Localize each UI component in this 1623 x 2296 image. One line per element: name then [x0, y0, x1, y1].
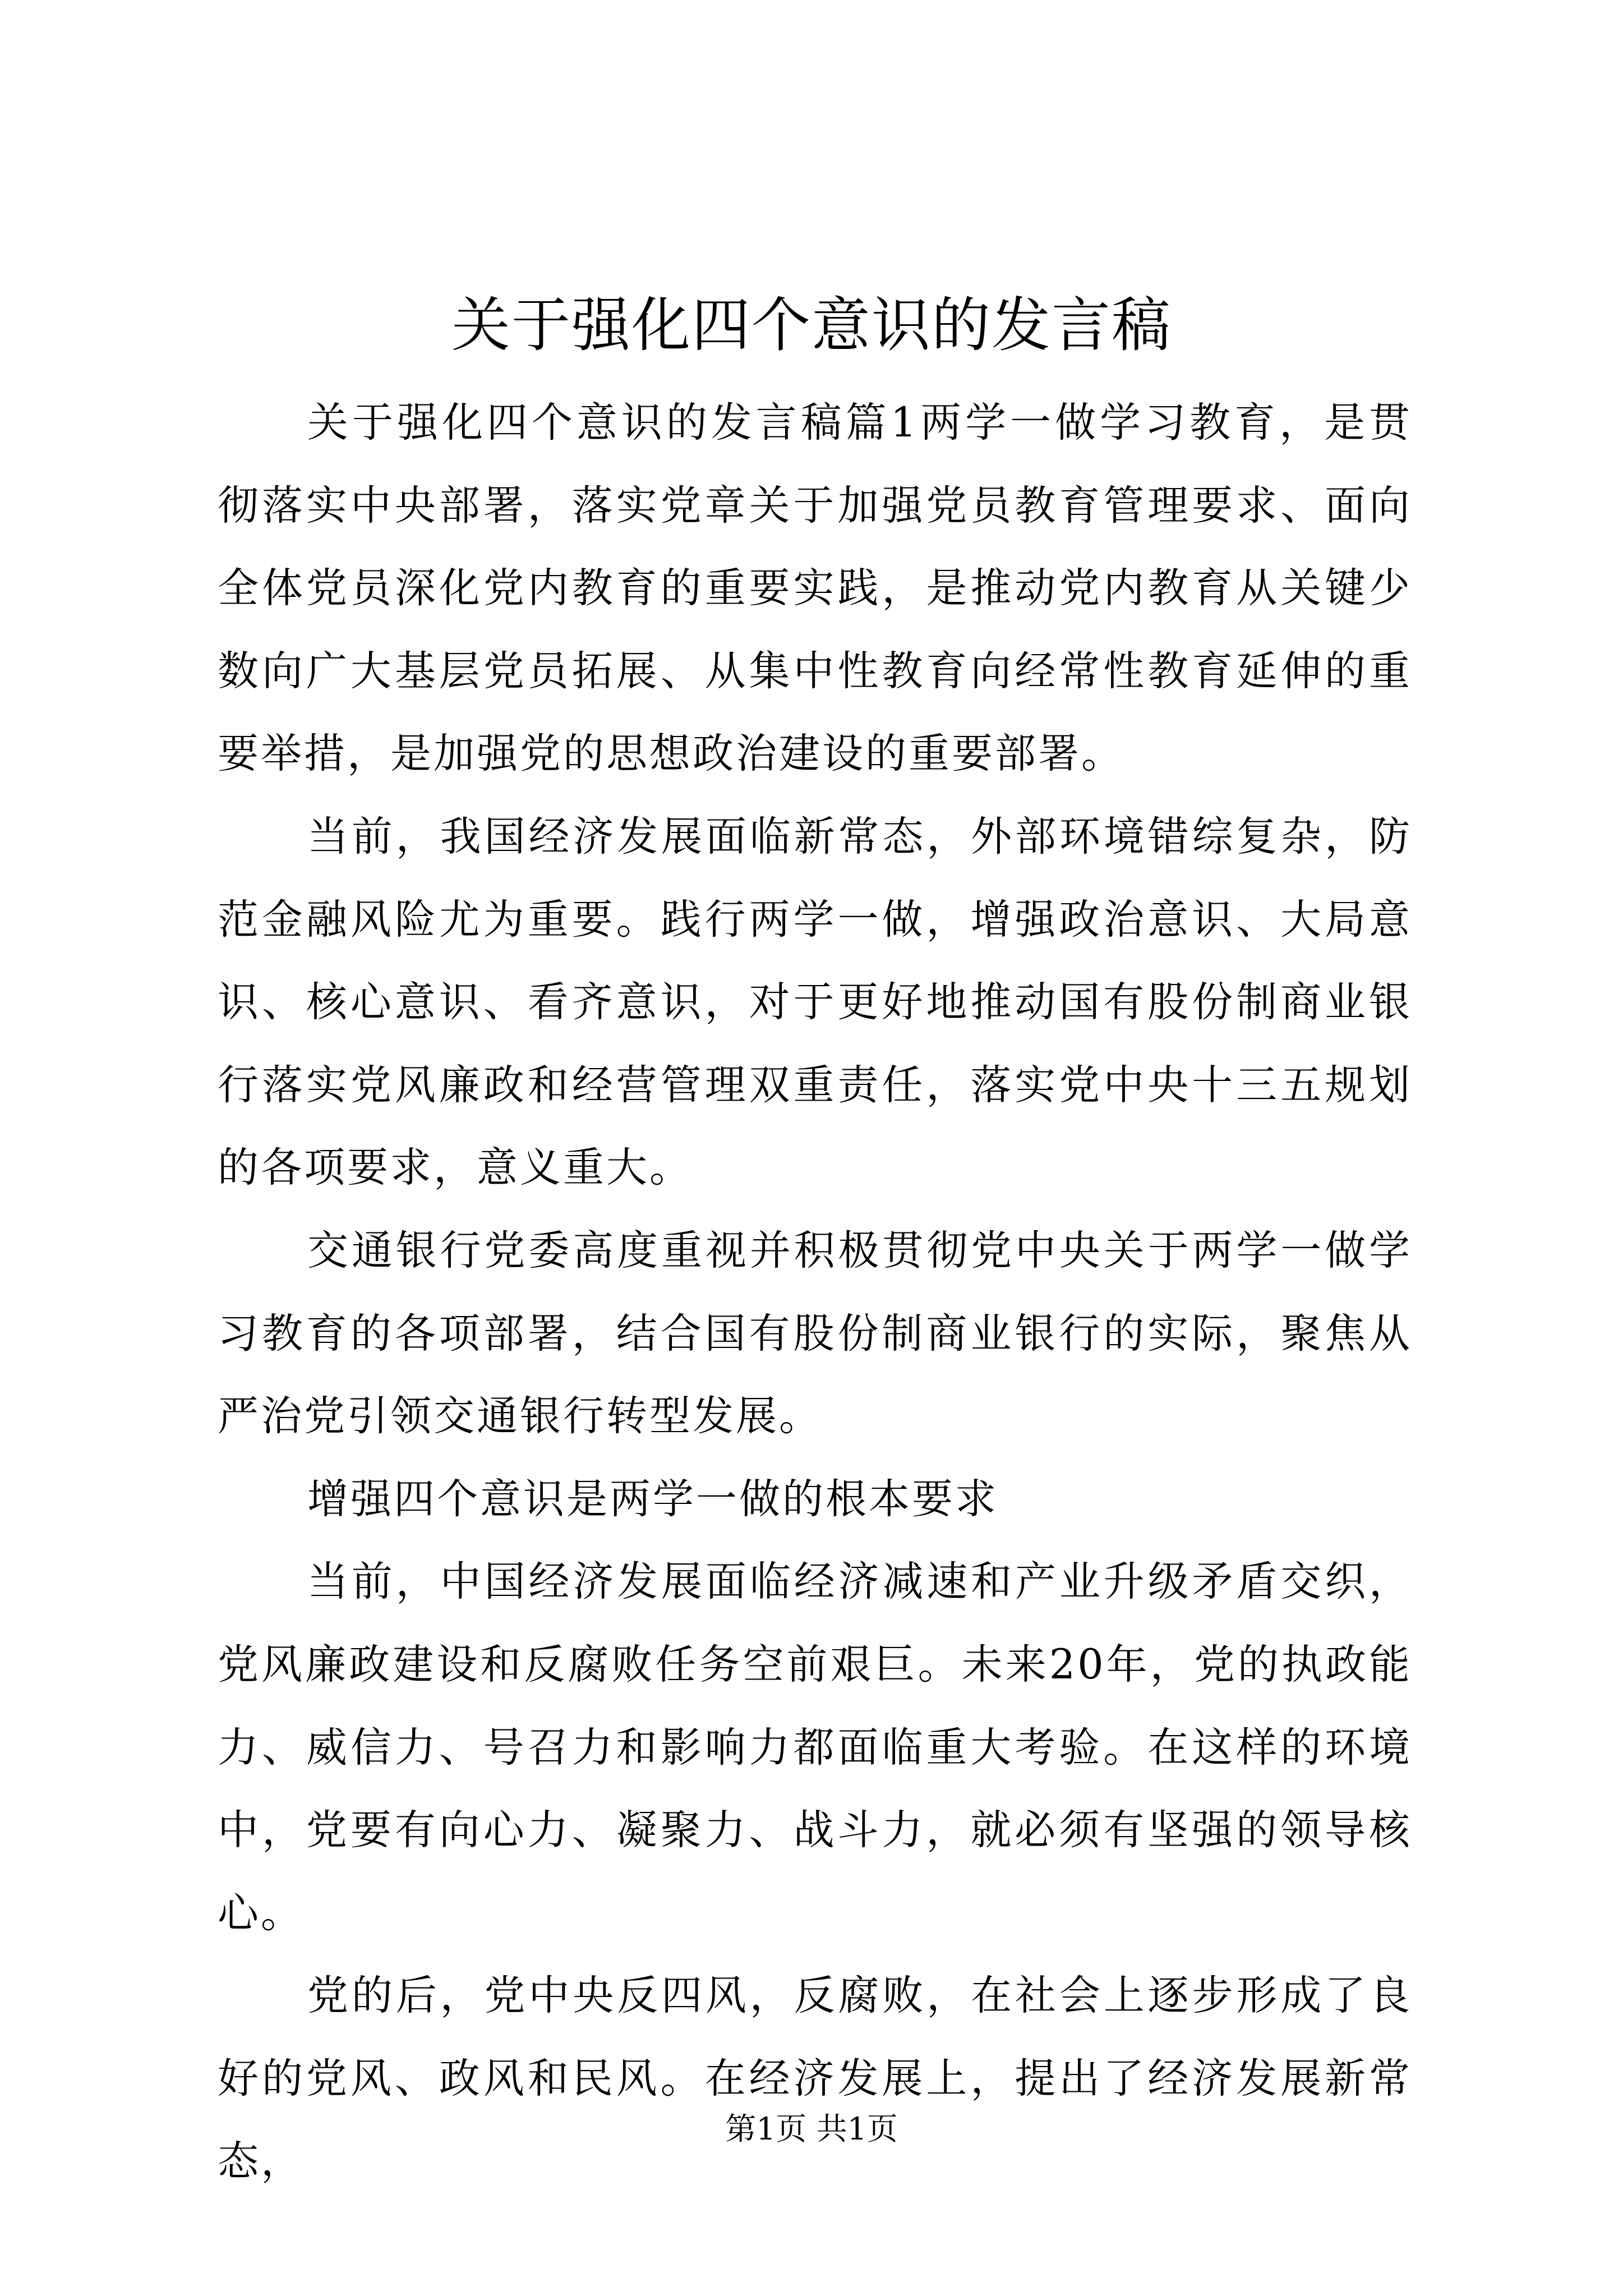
document-body — [218, 381, 1412, 2203]
document-title: 关于强化四个意识的发言稿 — [451, 291, 1172, 360]
paragraph: 交通银行党委高度重视并积极贯彻党中央关于两学一做学习教育的各项部署，结合国有股份制商业银行的实际，聚焦从严治党引领交通银行转型发展。 — [218, 1226, 1412, 1441]
section-heading: 增强四个意识是两学一做的根本要求 — [307, 1475, 998, 1523]
paragraph: 党的后，党中央反四风，反腐败，在社会上逐步形成了良好的党风、政风和民风。在经济发展上，提出了经济发展新常态， — [218, 1972, 1412, 2185]
page-footer: 第1页 共1页 — [725, 2111, 898, 2147]
paragraph: 当前，中国经济发展面临经济减速和产业升级矛盾交织，党风廉政建设和反腐败任务空前艰巨。未来20年，党的执政能力、威信力、号召力和影响力都面临重大考验。在这样的环境中，党要有向心力、凝聚力、战斗力，就必须有坚强的领导核心。 — [218, 1558, 1412, 1937]
paragraph: 关于强化四个意识的发言稿篇1两学一做学习教育，是贯彻落实中央部署，落实党章关于加强党员教育管理要求、面向全体党员深化党内教育的重要实践，是推动党内教育从关键少数向广大基层党员拓展、从集中性教育向经常性教育延伸的重要举措，是加强党的思想政治建设的重要部署。 — [218, 399, 1412, 778]
paragraph: 当前，我国经济发展面临新常态，外部环境错综复杂，防范金融风险尤为重要。践行两学一做，增强政治意识、大局意识、核心意识、看齐意识，对于更好地推动国有股份制商业银行落实党风廉政和经营管理双重责任，落实党中央十三五规划的各项要求，意义重大。 — [218, 812, 1412, 1192]
